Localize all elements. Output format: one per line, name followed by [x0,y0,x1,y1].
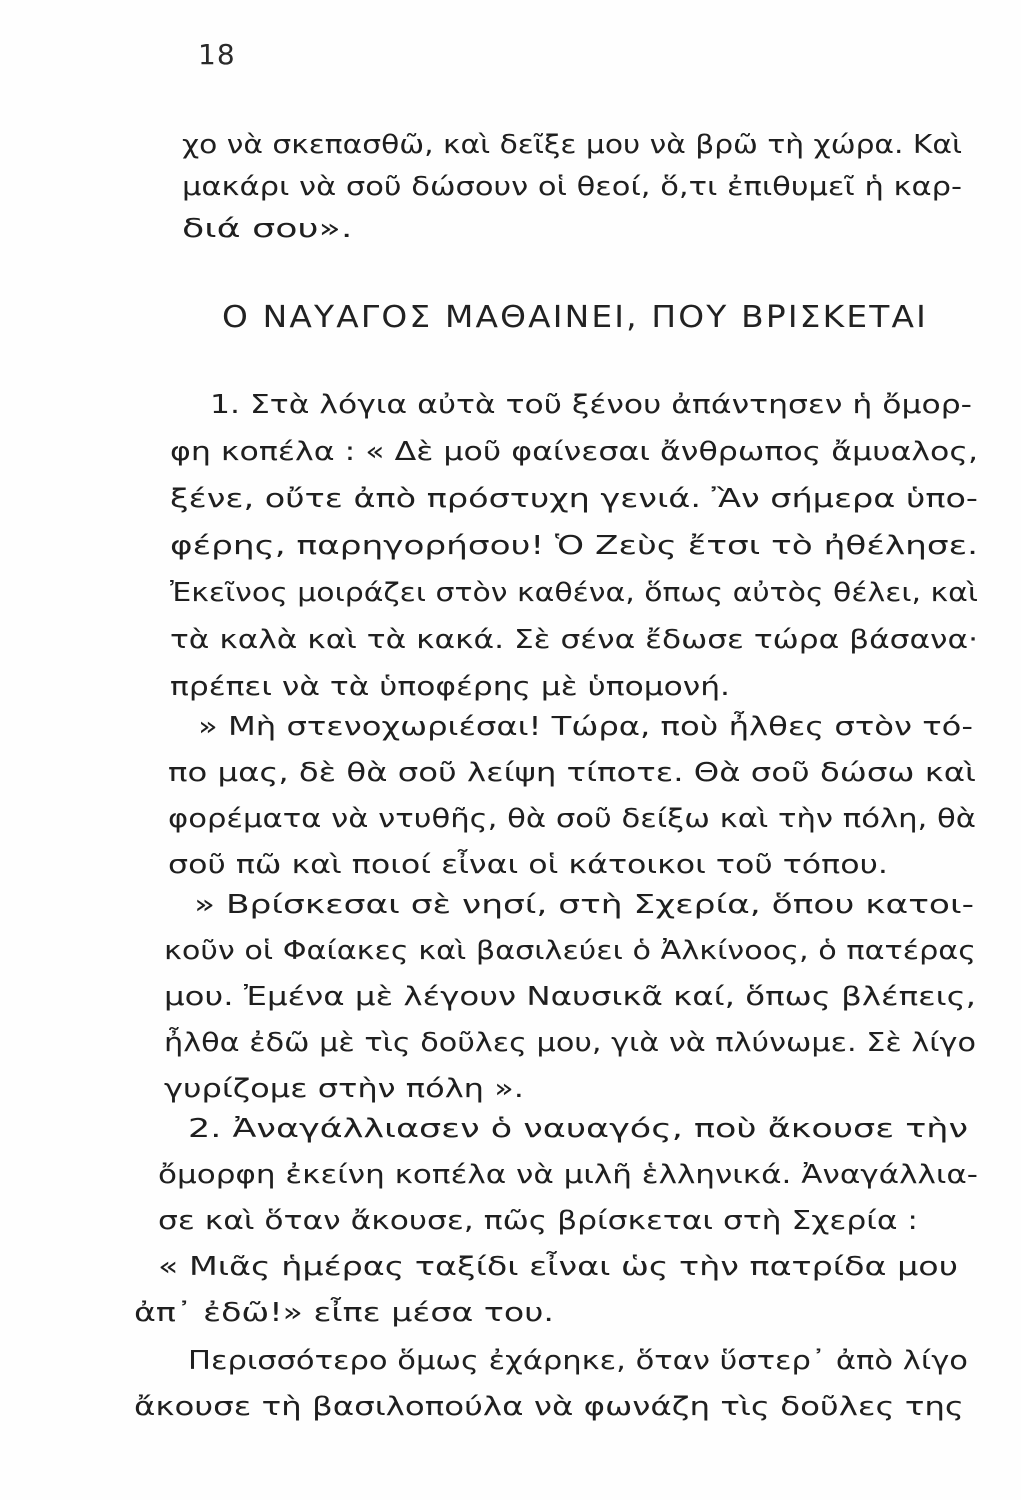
intro-line: μακάρι νὰ σοῦ δώσουν οἱ θεοί, ὅ,τι ἐπιθυμεῖ ἡ καρ- [182,172,962,202]
body-line: σε καὶ ὅταν ἄκουσε, πῶς βρίσκεται στὴ Σχερία : [158,1206,918,1236]
body-line: πο μας, δὲ θὰ σοῦ λείψη τίποτε. Θὰ σοῦ δώσω καὶ [168,758,976,788]
body-line: 2. Ἀναγάλλιασεν ὁ ναυαγός, ποὺ ἄκουσε τὴν [188,1114,968,1144]
body-line: σοῦ πῶ καὶ ποιοί εἶναι οἱ κάτοικοι τοῦ τόπου. [168,850,888,880]
body-line: 1. Στὰ λόγια αὐτὰ τοῦ ξένου ἀπάντησεν ἡ ὄμορ- [210,390,972,420]
body-line: ἄκουσε τὴ βασιλοπούλα νὰ φωνάζη τὶς δοῦλες της [134,1392,964,1422]
page-number: 18 [198,38,236,71]
intro-line: διά σου». [182,214,353,244]
body-line: ἦλθα ἐδῶ μὲ τὶς δοῦλες μου, γιὰ νὰ πλύνωμε. Σὲ λίγο [164,1028,976,1058]
body-line: πρέπει νὰ τὰ ὑποφέρης μὲ ὑπομονή. [170,672,730,702]
body-line: ἀπ᾽ ἐδῶ!» εἶπε μέσα του. [134,1298,554,1328]
body-line: φέρης, παρηγορήσου! Ὁ Ζεὺς ἔτσι τὸ ἠθέλησε. [170,531,979,561]
body-line: Περισσότερο ὅμως ἐχάρηκε, ὅταν ὕστερ᾽ ἀπὸ λίγο [188,1346,968,1376]
body-line: τὰ καλὰ καὶ τὰ κακά. Σὲ σένα ἔδωσε τώρα βάσανα· [170,625,978,655]
body-line: ὄμορφη ἐκείνη κοπέλα νὰ μιλῆ ἑλληνικά. Ἀναγάλλια- [158,1160,979,1190]
body-line: » Βρίσκεσαι σὲ νησί, στὴ Σχερία, ὅπου κατοι- [194,890,974,920]
body-line: γυρίζομε στὴν πόλη ». [164,1074,524,1104]
body-line: « Μιᾶς ἡμέρας ταξίδι εἶναι ὡς τὴν πατρίδα μου [158,1252,958,1282]
body-line: ξένε, οὔτε ἀπὸ πρόστυχη γενιά. Ἂν σήμερα ὑπο- [170,484,978,514]
body-line: Ἐκεῖνος μοιράζει στὸν καθένα, ὅπως αὐτὸς θέλει, καὶ [170,578,978,608]
intro-line: χο νὰ σκεπασθῶ, καὶ δεῖξε μου νὰ βρῶ τὴ χώρα. Καὶ [182,130,962,160]
body-line: » Μὴ στενοχωριέσαι! Τώρα, ποὺ ἦλθες στὸν τό- [198,712,973,742]
body-line: μου. Ἐμένα μὲ λέγουν Ναυσικᾶ καί, ὅπως βλέπεις, [164,982,976,1012]
body-line: κοῦν οἱ Φαίακες καὶ βασιλεύει ὁ Ἀλκίνοος, ὁ πατέρας [164,936,976,966]
section-heading: Ο ΝΑΥΑΓΟΣ ΜΑΘΑΙΝΕΙ, ΠΟΥ ΒΡΙΣΚΕΤΑΙ [222,300,929,335]
body-line: φη κοπέλα : « Δὲ μοῦ φαίνεσαι ἄνθρωπος ἄμυαλος, [170,437,978,467]
body-line: φορέματα νὰ ντυθῆς, θὰ σοῦ δείξω καὶ τὴν πόλη, θὰ [168,804,976,834]
